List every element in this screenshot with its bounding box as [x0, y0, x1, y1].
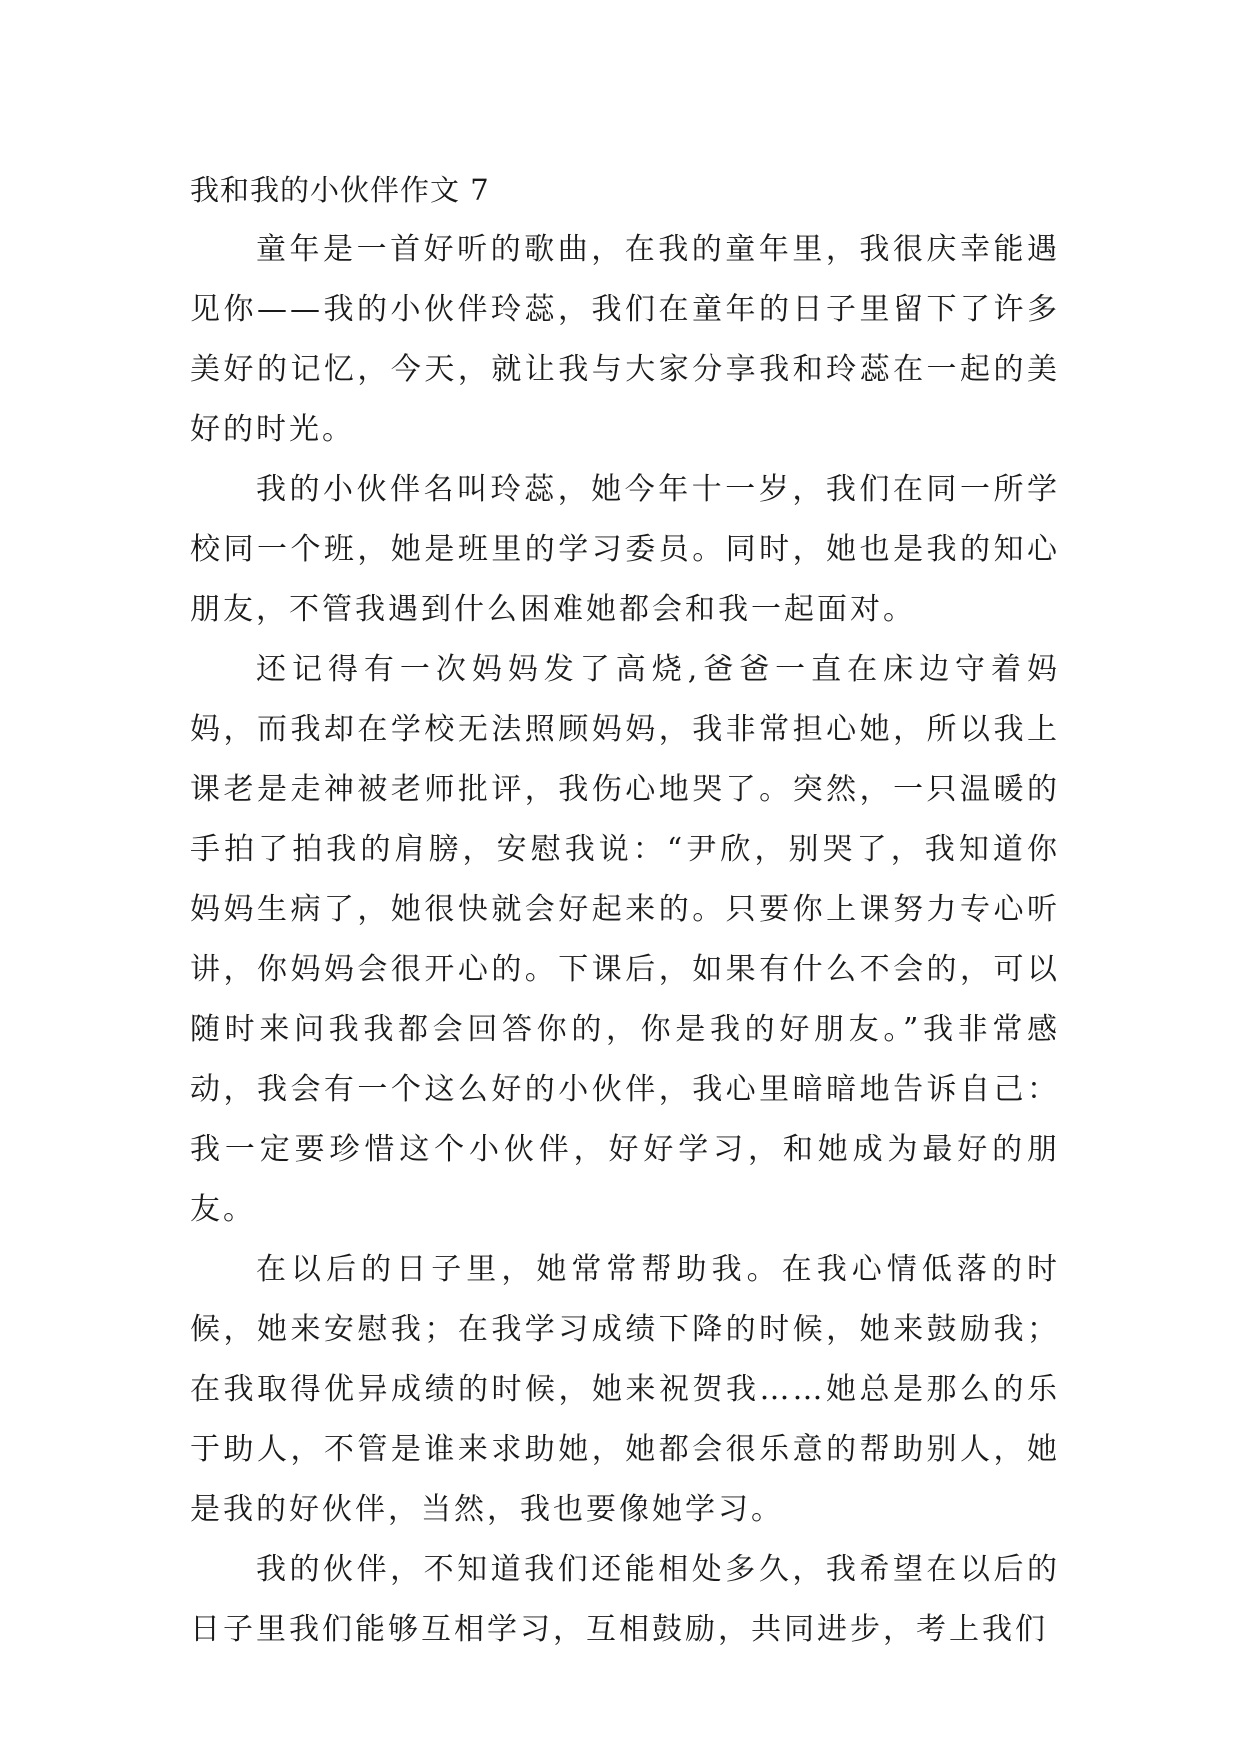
paragraph-4: 在以后的日子里，她常常帮助我。在我心情低落的时候，她来安慰我；在我学习成绩下降的时候，她来鼓励我；在我取得优异成绩的时候，她来祝贺我……她总是那么的乐于助人，不管是谁来求助她，她都会很乐意的帮助别人，她是我的好伙伴，当然，我也要像她学习。	[190, 1252, 1060, 1527]
paragraph-3: 还记得有一次妈妈发了高烧,爸爸一直在床边守着妈妈，而我却在学校无法照顾妈妈，我非常担心她，所以我上课老是走神被老师批评，我伤心地哭了。突然，一只温暖的手拍了拍我的肩膀，安慰我说：“尹欣，别哭了，我知道你妈妈生病了，她很快就会好起来的。只要你上课努力专心听讲，你妈妈会很开心的。下课后，如果有什么不会的，可以随时来问我我都会回答你的，你是我的好朋友。”我非常感动，我会有一个这么好的小伙伴，我心里暗暗地告诉自己：我一定要珍惜这个小伙伴，好好学习，和她成为最好的朋友。	[190, 652, 1060, 1227]
document-body	[190, 160, 1060, 1660]
paragraph-1: 童年是一首好听的歌曲，在我的童年里，我很庆幸能遇见你——我的小伙伴玲蕊，我们在童年的日子里留下了许多美好的记忆，今天，就让我与大家分享我和玲蕊在一起的美好的时光。	[190, 232, 1060, 447]
paragraph-5: 我的伙伴，不知道我们还能相处多久，我希望在以后的日子里我们能够互相学习，互相鼓励，共同进步，考上我们	[190, 1552, 1060, 1647]
paragraph-2: 我的小伙伴名叫玲蕊，她今年十一岁，我们在同一所学校同一个班，她是班里的学习委员。同时，她也是我的知心朋友，不管我遇到什么困难她都会和我一起面对。	[190, 472, 1060, 627]
document-title: 我和我的小伙伴作文 7	[190, 173, 490, 207]
